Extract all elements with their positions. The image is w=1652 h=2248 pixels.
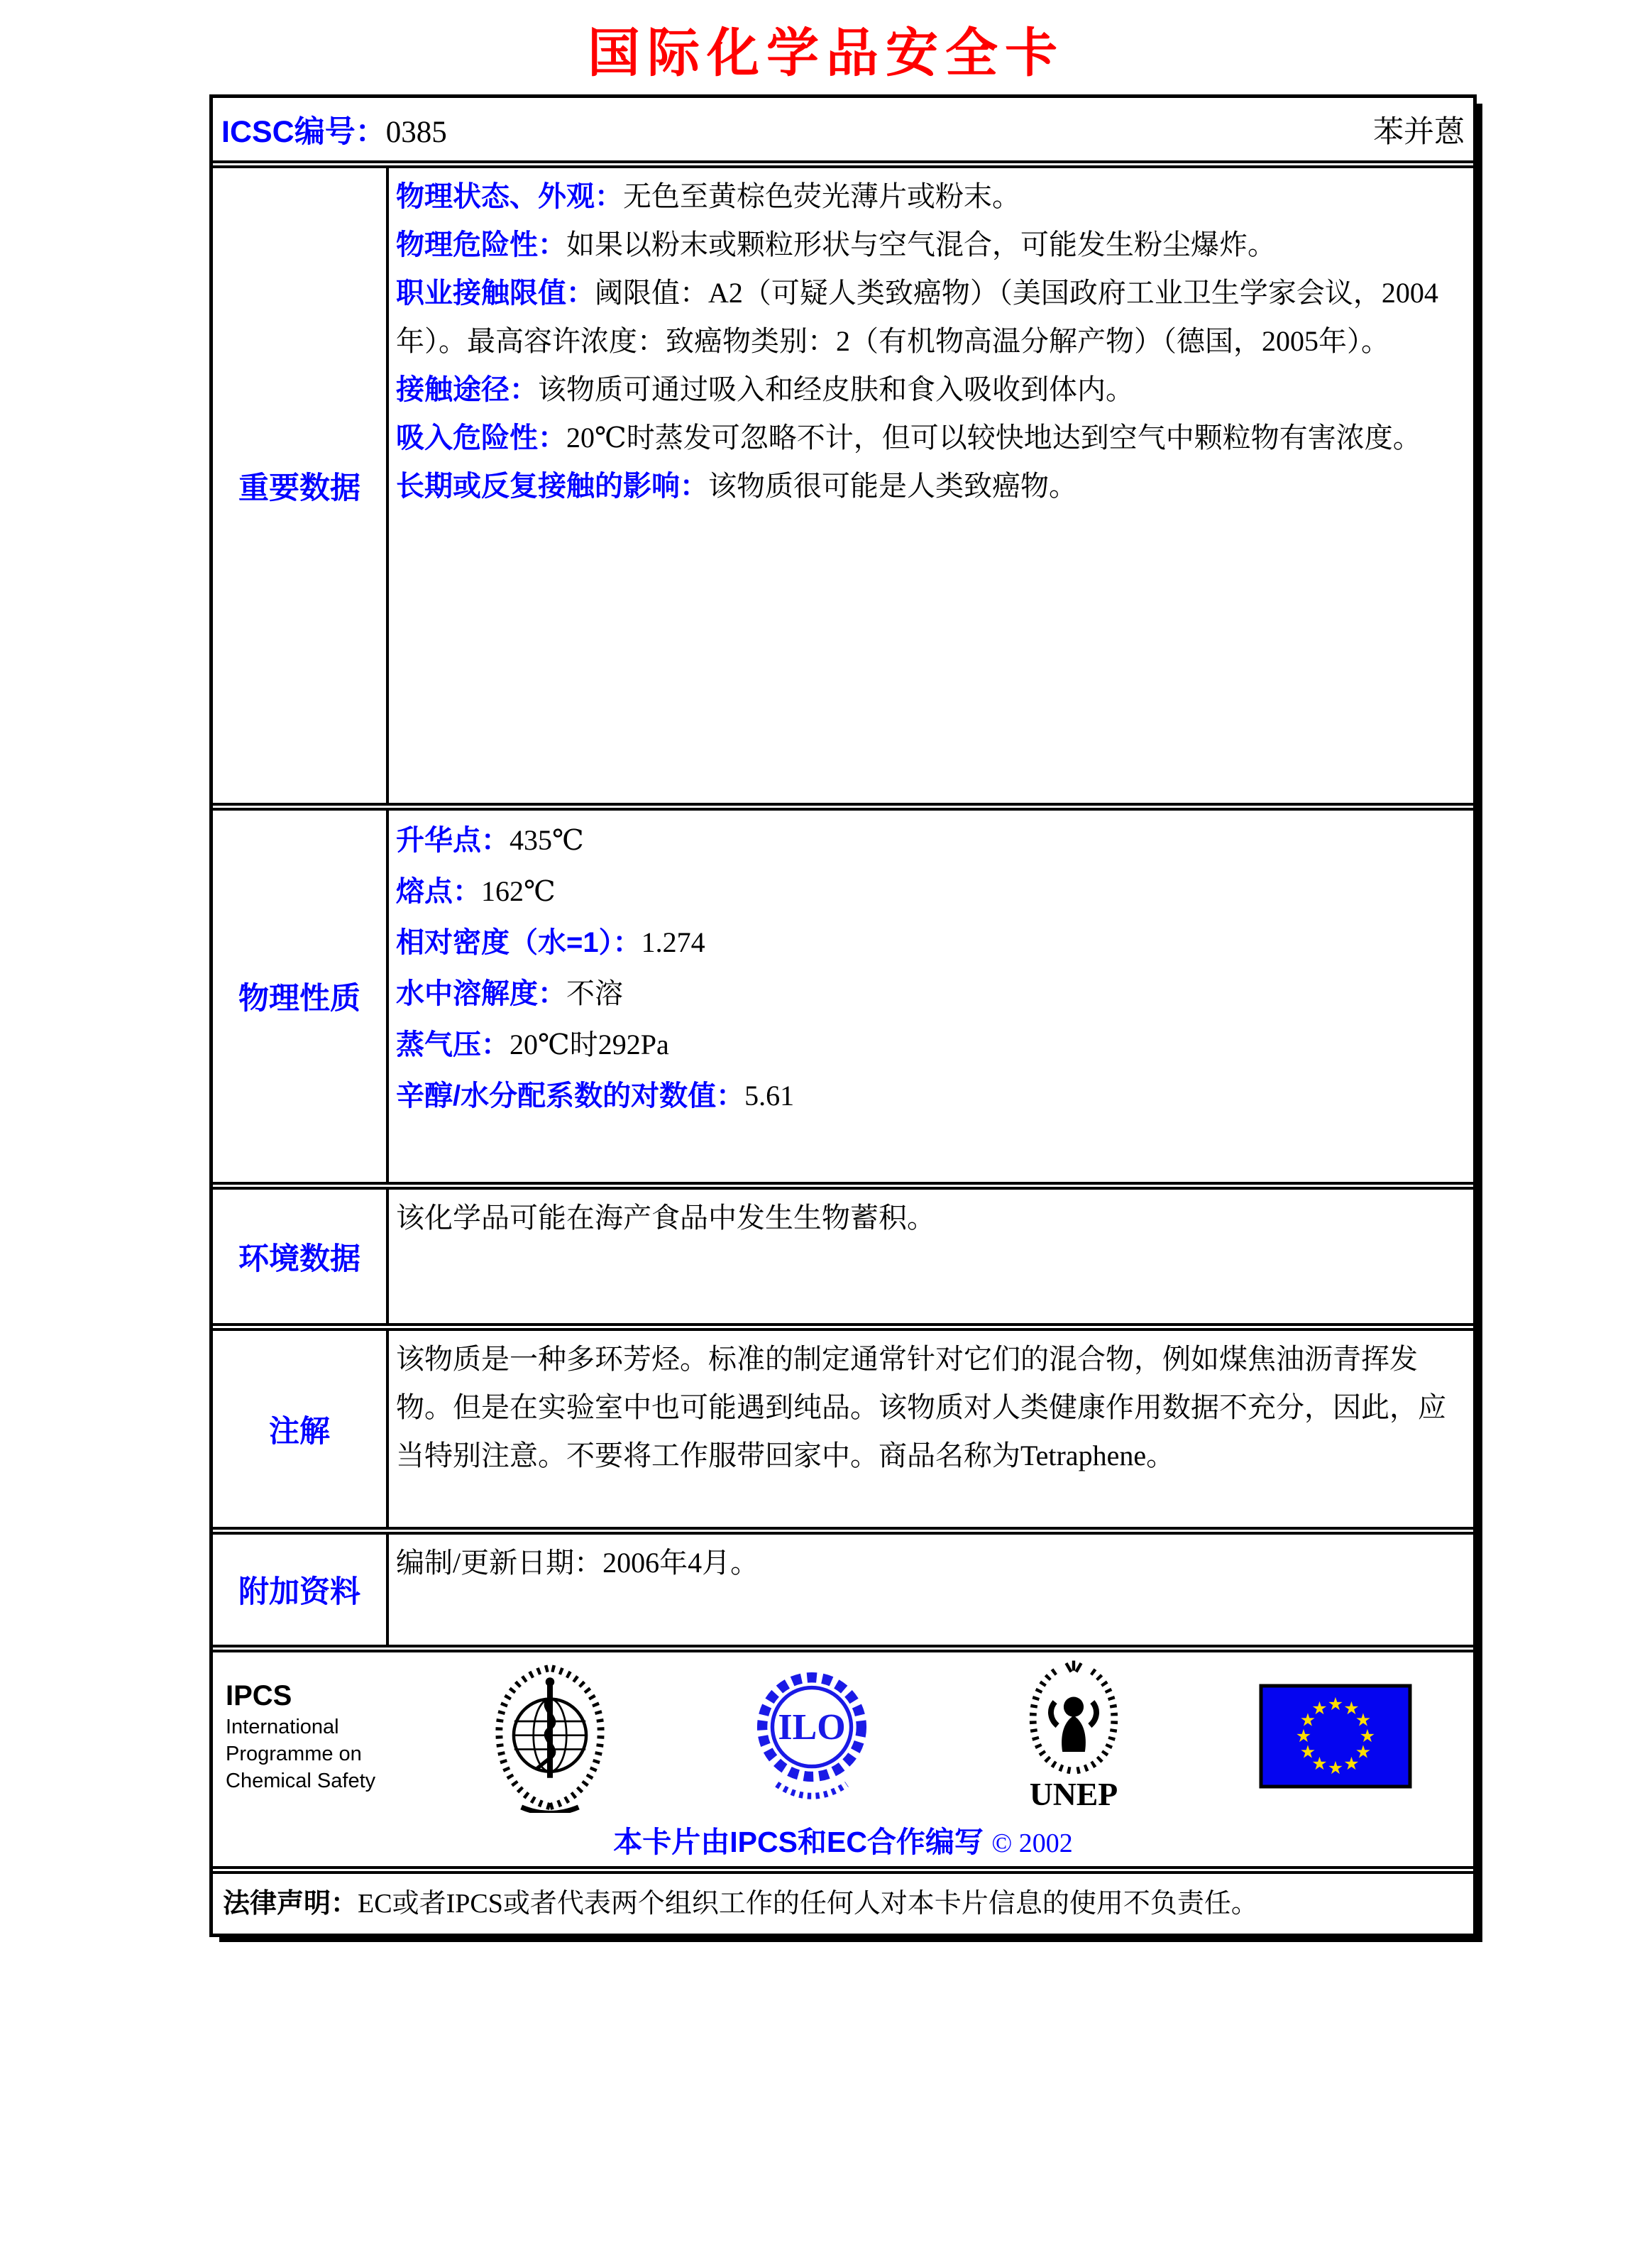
entry-label: 水中溶解度： [396,978,566,1009]
entry-label: 物理危险性： [396,229,566,261]
entry-physical-dangers [396,221,1463,269]
svg-text:★: ★ [1355,1741,1371,1762]
unep-logo-text: UNEP [1029,1775,1118,1812]
entry-text: 1.274 [641,926,705,958]
entry-octanol-water [396,1070,1463,1122]
section-label-additional-info: 附加资料 [213,1535,389,1645]
entry-text: 20℃时292Pa [510,1029,669,1060]
entry-inhalation-risk [396,414,1463,462]
svg-text:★: ★ [1359,1726,1375,1746]
entry-vapor-pressure [396,1019,1463,1070]
legal-notice-text: EC或者IPCS或者代表两个组织工作的任何人对本卡片信息的使用不负责任。 [358,1889,1258,1919]
footer-logos-row [213,1645,1473,1866]
entry-physical-state [396,172,1463,221]
entry-label: 吸入危险性： [396,422,566,454]
eu-flag [1204,1684,1466,1789]
section-content-notes: 该物质是一种多环芳烃。标准的制定通常针对它们的混合物，例如煤焦油沥青挥发物。但是在实验室中也可能遇到纯品。该物质对人类健康作用数据不充分，因此，应当特别注意。不要将工作服带回家中。商品名称为Tetraphene。 [396,1343,1446,1471]
card-header-row [213,98,1473,160]
entry-label: 长期或反复接触的影响： [396,471,708,502]
section-label-environmental-data: 环境数据 [213,1190,389,1323]
ipcs-line-2: Programme on [226,1743,362,1765]
entry-label: 接触途径： [396,374,538,405]
entry-long-term-effects [396,462,1463,510]
section-label-important-data: 重要数据 [213,168,389,803]
legal-notice-row [213,1866,1473,1934]
entry-text: 20℃时蒸发可忽略不计，但可以较快地达到空气中颗粒物有害浓度。 [566,422,1421,454]
entry-relative-density [396,917,1463,968]
svg-text:★: ★ [1299,1741,1316,1762]
who-logo [419,1660,681,1813]
entry-label: 相对密度（水=1）： [396,927,641,958]
section-physical-properties [213,803,1473,1182]
icsc-card [209,94,1477,1937]
section-content-physical-properties [389,811,1473,1182]
section-additional-info [213,1527,1473,1645]
svg-text:★: ★ [1343,1698,1360,1718]
svg-text:★: ★ [1299,1709,1316,1731]
page-title: 国际化学品安全卡 [588,25,1064,83]
section-content-environmental-data: 该化学品可能在海产食品中发生生物蓄积。 [396,1202,935,1234]
entry-label: 蒸气压： [396,1029,510,1060]
ipcs-acronym: IPCS [226,1680,292,1711]
entry-label: 职业接触限值： [396,278,595,309]
entry-text: 435℃ [510,824,584,856]
entry-label: 物理状态、外观： [396,181,623,212]
legal-notice [223,1884,1258,1924]
svg-text:★: ★ [1311,1753,1328,1774]
entry-label: 熔点： [396,876,481,907]
entry-label: 升华点： [396,825,510,856]
entry-water-solubility [396,968,1463,1019]
section-label-notes: 注解 [213,1331,389,1527]
section-label-physical-properties: 物理性质 [213,811,389,1182]
ipcs-text-block [220,1678,419,1794]
unep-logo [942,1658,1204,1814]
entry-text: 无色至黄棕色荧光薄片或粉末。 [623,180,1020,212]
entry-sublimation-point [396,815,1463,866]
svg-text:★: ★ [1327,1694,1343,1714]
entry-exposure-routes [396,366,1463,414]
entry-text: 该物质可通过吸入和经皮肤和食入吸收到体内。 [538,373,1134,405]
entry-text: 如果以粉末或颗粒形状与空气混合，可能发生粉尘爆炸。 [566,229,1276,261]
section-important-data [213,160,1473,803]
svg-text:★: ★ [1295,1726,1311,1746]
entry-text: 5.61 [744,1080,795,1112]
icsc-number-label: ICSC编号： [221,114,386,149]
icsc-number [221,108,447,151]
section-notes [213,1323,1473,1527]
chemical-name: 苯并蒽 [1373,115,1465,149]
ipcs-line-3: Chemical Safety [226,1770,376,1792]
svg-text:★: ★ [1311,1698,1328,1718]
footer-copyright: © 2002 [991,1828,1073,1858]
svg-text:★: ★ [1327,1758,1343,1778]
entry-text: 阈限值：A2（可疑人类致癌物）（美国政府工业卫生学家会议，2004年）。最高容许浓度：致癌物类别：2（有机物高温分解产物）（德国，2005年）。 [396,277,1438,357]
entry-label: 辛醇/水分配系数的对数值： [396,1080,745,1112]
section-content-important-data [389,168,1473,803]
entry-text: 该物质很可能是人类致癌物。 [708,470,1077,502]
ilo-logo-text: ILO [777,1706,846,1748]
footer-caption [220,1819,1466,1860]
entry-text: 不溶 [566,977,623,1009]
section-content-additional-info: 编制/更新日期：2006年4月。 [396,1547,759,1579]
entry-occupational-limits [396,269,1463,366]
footer-caption-text: 本卡片由IPCS和EC合作编写 [613,1826,984,1858]
section-environmental-data [213,1182,1473,1323]
ipcs-line-1: International [226,1716,339,1738]
svg-text:★: ★ [1355,1709,1371,1731]
ilo-logo [681,1660,942,1813]
entry-melting-point [396,866,1463,917]
legal-notice-label: 法律声明： [223,1889,358,1919]
footer-logos-line [220,1658,1466,1814]
svg-text:★: ★ [1343,1753,1360,1774]
footer-logos-wrap [213,1652,1473,1866]
entry-text: 162℃ [481,875,556,907]
icsc-number-value: 0385 [385,115,447,149]
